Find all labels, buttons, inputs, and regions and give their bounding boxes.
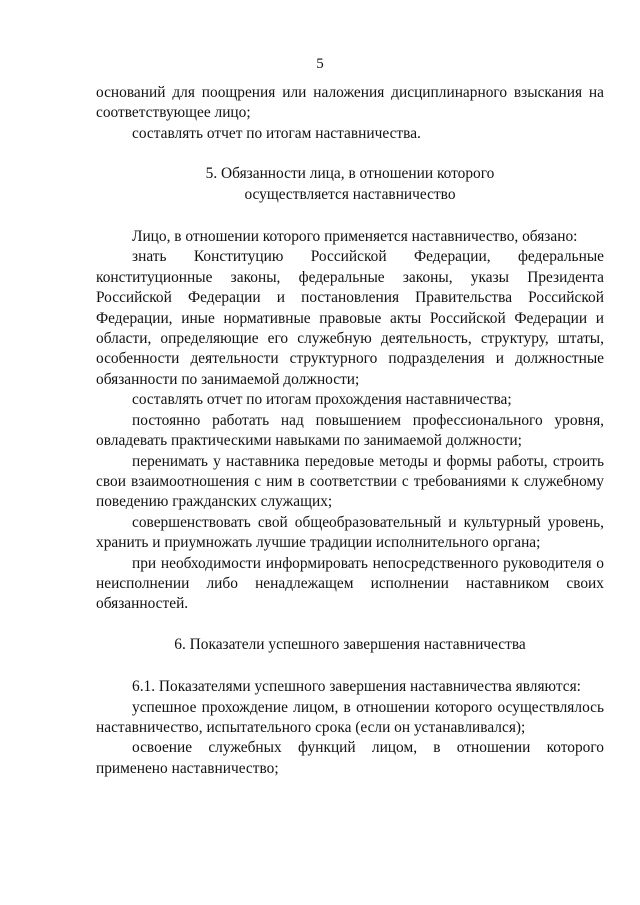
paragraph: составлять отчет по итогам наставничества. [132,124,421,142]
paragraph: Лицо, в отношении которого применяется наставничество, обязано: [132,228,578,246]
spacer [96,205,604,227]
spacer [96,655,604,677]
section-heading [96,164,604,205]
spacer [96,615,604,635]
paragraph: при необходимости информировать непосредственного руководителя о неисполнении либо ненадлежащем исполнении наставником своих обязанностей. [96,554,604,613]
paragraph: оснований для поощрения или наложения дисциплинарного взыскания на соответствующее лицо; [96,84,604,122]
section-heading [96,635,604,655]
paragraph: совершенствовать свой общеобразовательный и культурный уровень, хранить и приумножать лучшие традиции исполнительного органа; [96,513,604,552]
paragraph: перенимать у наставника передовые методы и формы работы, строить свои взаимоотношения с ним в соответствии с требованиями к служебному поведению гражданских служащих; [96,452,604,511]
section-heading-line: 5. Обязанности лица, в отношении которого [205,165,495,183]
page-number: 5 [316,56,324,72]
paragraph: успешное прохождение лицом, в отношении которого осуществлялось наставничество, испытательного срока (если он устанавливался); [96,698,604,736]
section-heading-line: 6. Показатели успешного завершения наставничества [174,635,526,653]
spacer [96,144,604,164]
document-body [96,83,604,779]
section-heading-line: осуществляется наставничество [244,185,456,203]
paragraph: постоянно работать над повышением профессионального уровня, овладевать практическими навыками по занимаемой должности; [96,411,604,450]
paragraph: знать Конституцию Российской Федерации, федеральные конституционные законы, федеральные законы, указы Президента Российской Федерации и постановления Правительства Российской Федерации, иные нормативные правовые акты Российской Федерации и области, определяющие его служебную деятельность, структуру, штаты, особенности деятельности структурного подразделения и должностные обязанности по занимаемой должности; [96,248,604,388]
paragraph: составлять отчет по итогам прохождения наставничества; [132,391,512,409]
paragraph: 6.1. Показателями успешного завершения наставничества являются: [132,678,581,696]
paragraph: освоение служебных функций лицом, в отношении которого применено наставничество; [96,739,604,777]
